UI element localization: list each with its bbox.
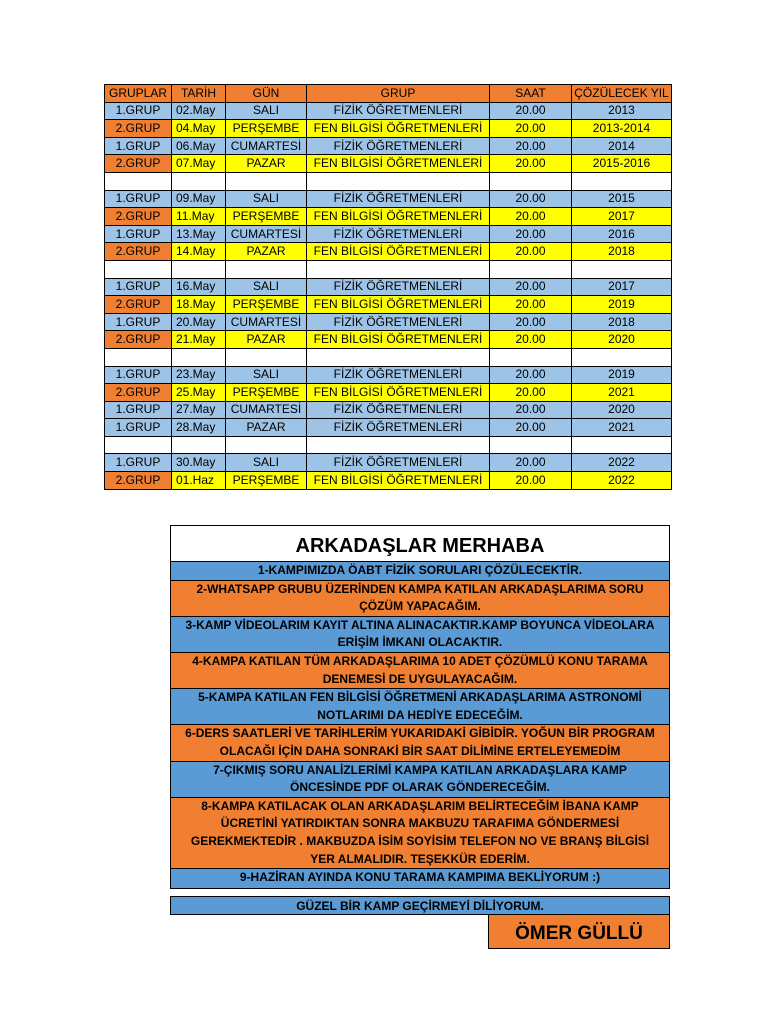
time-cell: 20.00 [490, 137, 572, 155]
year-cell: 2017 [572, 278, 672, 296]
team-cell: FİZİK ÖĞRETMENLERİ [307, 419, 490, 437]
column-header-date: TARİH [172, 85, 226, 103]
group-cell: 2.GRUP [105, 155, 172, 173]
group-cell: 1.GRUP [105, 366, 172, 384]
day-cell: PAZAR [226, 331, 307, 349]
time-cell [490, 260, 572, 278]
year-cell [572, 172, 672, 190]
group-cell: 2.GRUP [105, 243, 172, 261]
time-cell: 20.00 [490, 278, 572, 296]
year-cell: 2020 [572, 401, 672, 419]
team-cell: FİZİK ÖĞRETMENLERİ [307, 102, 490, 120]
time-cell: 20.00 [490, 401, 572, 419]
date-cell: 25.May [172, 384, 226, 402]
group-cell: 1.GRUP [105, 137, 172, 155]
group-cell: 2.GRUP [105, 384, 172, 402]
group-cell: 1.GRUP [105, 401, 172, 419]
table-row [105, 366, 672, 384]
group-cell: 1.GRUP [105, 419, 172, 437]
team-cell [307, 348, 490, 366]
group-cell [105, 172, 172, 190]
team-cell [307, 436, 490, 454]
team-cell: FEN BİLGİSİ ÖĞRETMENLERİ [307, 331, 490, 349]
time-cell: 20.00 [490, 190, 572, 208]
group-cell [105, 260, 172, 278]
year-cell: 2016 [572, 225, 672, 243]
team-cell: FİZİK ÖĞRETMENLERİ [307, 225, 490, 243]
year-cell: 2013-2014 [572, 120, 672, 138]
year-cell: 2017 [572, 208, 672, 226]
column-header-year: ÇÖZÜLECEK YIL [572, 85, 672, 103]
table-row [105, 120, 672, 138]
time-cell: 20.00 [490, 331, 572, 349]
announcement-item: 8-KAMPA KATILACAK OLAN ARKADAŞLARIM BELİRTECEĞİM İBANA KAMP ÜCRETİNİ YATIRDIKTAN SONRA MAKBUZU TARAFIMA GÖNDERMESİ GEREKMEKTEDİR . MAKBUZDA İSİM SOYİSİM TELEFON NO VE BRANŞ BİLGİSİ YER ALMALIDIR. TEŞEKKÜR EDERİM. [171, 798, 669, 869]
date-cell: 13.May [172, 225, 226, 243]
time-cell: 20.00 [490, 296, 572, 314]
date-cell: 20.May [172, 313, 226, 331]
column-header-day: GÜN [226, 85, 307, 103]
year-cell: 2021 [572, 384, 672, 402]
date-cell: 30.May [172, 454, 226, 472]
date-cell: 21.May [172, 331, 226, 349]
date-cell: 28.May [172, 419, 226, 437]
time-cell: 20.00 [490, 313, 572, 331]
time-cell: 20.00 [490, 454, 572, 472]
announcement-box [170, 525, 670, 889]
day-cell: CUMARTESİ [226, 137, 307, 155]
time-cell: 20.00 [490, 384, 572, 402]
table-row [105, 401, 672, 419]
year-cell: 2018 [572, 313, 672, 331]
date-cell: 02.May [172, 102, 226, 120]
team-cell: FEN BİLGİSİ ÖĞRETMENLERİ [307, 296, 490, 314]
day-cell: PERŞEMBE [226, 296, 307, 314]
table-row [105, 384, 672, 402]
schedule-body [105, 85, 672, 490]
day-cell [226, 260, 307, 278]
team-cell: FİZİK ÖĞRETMENLERİ [307, 366, 490, 384]
announcement-item: 9-HAZİRAN AYINDA KONU TARAMA KAMPIMA BEKLİYORUM :) [171, 869, 669, 888]
date-cell: 27.May [172, 401, 226, 419]
date-cell: 01.Haz [172, 472, 226, 490]
team-cell: FEN BİLGİSİ ÖĞRETMENLERİ [307, 155, 490, 173]
team-cell: FEN BİLGİSİ ÖĞRETMENLERİ [307, 384, 490, 402]
team-cell: FİZİK ÖĞRETMENLERİ [307, 137, 490, 155]
time-cell: 20.00 [490, 366, 572, 384]
table-row [105, 102, 672, 120]
year-cell: 2015 [572, 190, 672, 208]
table-row [105, 348, 672, 366]
day-cell: SALI [226, 190, 307, 208]
date-cell: 16.May [172, 278, 226, 296]
time-cell: 20.00 [490, 208, 572, 226]
day-cell [226, 436, 307, 454]
team-cell [307, 172, 490, 190]
day-cell: PAZAR [226, 419, 307, 437]
year-cell: 2020 [572, 331, 672, 349]
date-cell [172, 436, 226, 454]
announcement-item: 3-KAMP VİDEOLARIM KAYIT ALTINA ALINACAKTIR.KAMP BOYUNCA VİDEOLARA ERİŞİM İMKANI OLACAKTIR. [171, 617, 669, 653]
year-cell: 2022 [572, 454, 672, 472]
date-cell [172, 348, 226, 366]
group-cell: 2.GRUP [105, 472, 172, 490]
table-row [105, 278, 672, 296]
date-cell: 14.May [172, 243, 226, 261]
team-cell: FEN BİLGİSİ ÖĞRETMENLERİ [307, 243, 490, 261]
time-cell: 20.00 [490, 155, 572, 173]
team-cell: FİZİK ÖĞRETMENLERİ [307, 190, 490, 208]
announcement-item: 6-DERS SAATLERİ VE TARİHLERİM YUKARIDAKİ GİBİDİR. YOĞUN BİR PROGRAM OLACAĞI İÇİN DAHA SONRAKİ BİR SAAT DİLİMİNE ERTELEYEMEDİM [171, 725, 669, 761]
column-header-groups: GRUPLAR [105, 85, 172, 103]
day-cell: CUMARTESİ [226, 313, 307, 331]
announcement-item: 5-KAMPA KATILAN FEN BİLGİSİ ÖĞRETMENİ ARKADAŞLARIMA ASTRONOMİ NOTLARIMI DA HEDİYE EDECEĞİM. [171, 689, 669, 725]
group-cell: 2.GRUP [105, 208, 172, 226]
time-cell: 20.00 [490, 419, 572, 437]
announcement-item: 4-KAMPA KATILAN TÜM ARKADAŞLARIMA 10 ADET ÇÖZÜMLÜ KONU TARAMA DENEMESİ DE UYGULAYACAĞIM. [171, 653, 669, 689]
closing-message: GÜZEL BİR KAMP GEÇİRMEYİ DİLİYORUM. [170, 896, 670, 915]
group-cell: 2.GRUP [105, 120, 172, 138]
camp-schedule-table [104, 84, 672, 490]
year-cell: 2019 [572, 296, 672, 314]
time-cell: 20.00 [490, 120, 572, 138]
team-cell: FİZİK ÖĞRETMENLERİ [307, 454, 490, 472]
group-cell: 1.GRUP [105, 190, 172, 208]
date-cell: 06.May [172, 137, 226, 155]
date-cell: 18.May [172, 296, 226, 314]
group-cell: 1.GRUP [105, 102, 172, 120]
date-cell: 23.May [172, 366, 226, 384]
year-cell: 2015-2016 [572, 155, 672, 173]
time-cell [490, 436, 572, 454]
table-row [105, 296, 672, 314]
date-cell: 07.May [172, 155, 226, 173]
time-cell: 20.00 [490, 243, 572, 261]
year-cell [572, 348, 672, 366]
table-row [105, 225, 672, 243]
team-cell: FİZİK ÖĞRETMENLERİ [307, 401, 490, 419]
table-row [105, 190, 672, 208]
group-cell: 1.GRUP [105, 225, 172, 243]
year-cell: 2018 [572, 243, 672, 261]
year-cell [572, 436, 672, 454]
day-cell [226, 172, 307, 190]
time-cell [490, 172, 572, 190]
announcement-item: 1-KAMPIMIZDA ÖABT FİZİK SORULARI ÇÖZÜLECEKTİR. [171, 562, 669, 581]
year-cell: 2019 [572, 366, 672, 384]
announcement-item: 7-ÇIKMIŞ SORU ANALİZLERİMİ KAMPA KATILAN ARKADAŞLARA KAMP ÖNCESİNDE PDF OLARAK GÖNDERECEĞİM. [171, 762, 669, 798]
day-cell: PAZAR [226, 155, 307, 173]
date-cell [172, 260, 226, 278]
time-cell: 20.00 [490, 472, 572, 490]
day-cell: CUMARTESİ [226, 401, 307, 419]
time-cell: 20.00 [490, 225, 572, 243]
table-row [105, 472, 672, 490]
day-cell: SALI [226, 102, 307, 120]
table-row [105, 419, 672, 437]
group-cell [105, 348, 172, 366]
table-row [105, 243, 672, 261]
day-cell: PERŞEMBE [226, 208, 307, 226]
team-cell: FİZİK ÖĞRETMENLERİ [307, 278, 490, 296]
day-cell [226, 348, 307, 366]
table-header-row [105, 85, 672, 103]
day-cell: PAZAR [226, 243, 307, 261]
day-cell: PERŞEMBE [226, 472, 307, 490]
date-cell: 11.May [172, 208, 226, 226]
date-cell: 04.May [172, 120, 226, 138]
team-cell: FEN BİLGİSİ ÖĞRETMENLERİ [307, 472, 490, 490]
table-row [105, 454, 672, 472]
year-cell: 2014 [572, 137, 672, 155]
announcement-item: 2-WHATSAPP GRUBU ÜZERİNDEN KAMPA KATILAN ARKADAŞLARIMA SORU ÇÖZÜM YAPACAĞIM. [171, 581, 669, 617]
table-row [105, 436, 672, 454]
year-cell: 2021 [572, 419, 672, 437]
time-cell [490, 348, 572, 366]
time-cell: 20.00 [490, 102, 572, 120]
signature-name: ÖMER GÜLLÜ [488, 914, 670, 949]
column-header-group: GRUP [307, 85, 490, 103]
column-header-time: SAAT [490, 85, 572, 103]
year-cell [572, 260, 672, 278]
day-cell: SALI [226, 454, 307, 472]
day-cell: SALI [226, 278, 307, 296]
team-cell: FEN BİLGİSİ ÖĞRETMENLERİ [307, 208, 490, 226]
date-cell [172, 172, 226, 190]
table-row [105, 172, 672, 190]
day-cell: PERŞEMBE [226, 384, 307, 402]
table-row [105, 208, 672, 226]
group-cell: 2.GRUP [105, 331, 172, 349]
group-cell [105, 436, 172, 454]
day-cell: PERŞEMBE [226, 120, 307, 138]
group-cell: 1.GRUP [105, 313, 172, 331]
group-cell: 1.GRUP [105, 454, 172, 472]
day-cell: CUMARTESİ [226, 225, 307, 243]
year-cell: 2022 [572, 472, 672, 490]
table-row [105, 155, 672, 173]
day-cell: SALI [226, 366, 307, 384]
announcement-title: ARKADAŞLAR MERHABA [171, 526, 669, 562]
team-cell [307, 260, 490, 278]
team-cell: FEN BİLGİSİ ÖĞRETMENLERİ [307, 120, 490, 138]
date-cell: 09.May [172, 190, 226, 208]
group-cell: 1.GRUP [105, 278, 172, 296]
table-row [105, 260, 672, 278]
team-cell: FİZİK ÖĞRETMENLERİ [307, 313, 490, 331]
group-cell: 2.GRUP [105, 296, 172, 314]
year-cell: 2013 [572, 102, 672, 120]
table-row [105, 331, 672, 349]
table-row [105, 313, 672, 331]
table-row [105, 137, 672, 155]
